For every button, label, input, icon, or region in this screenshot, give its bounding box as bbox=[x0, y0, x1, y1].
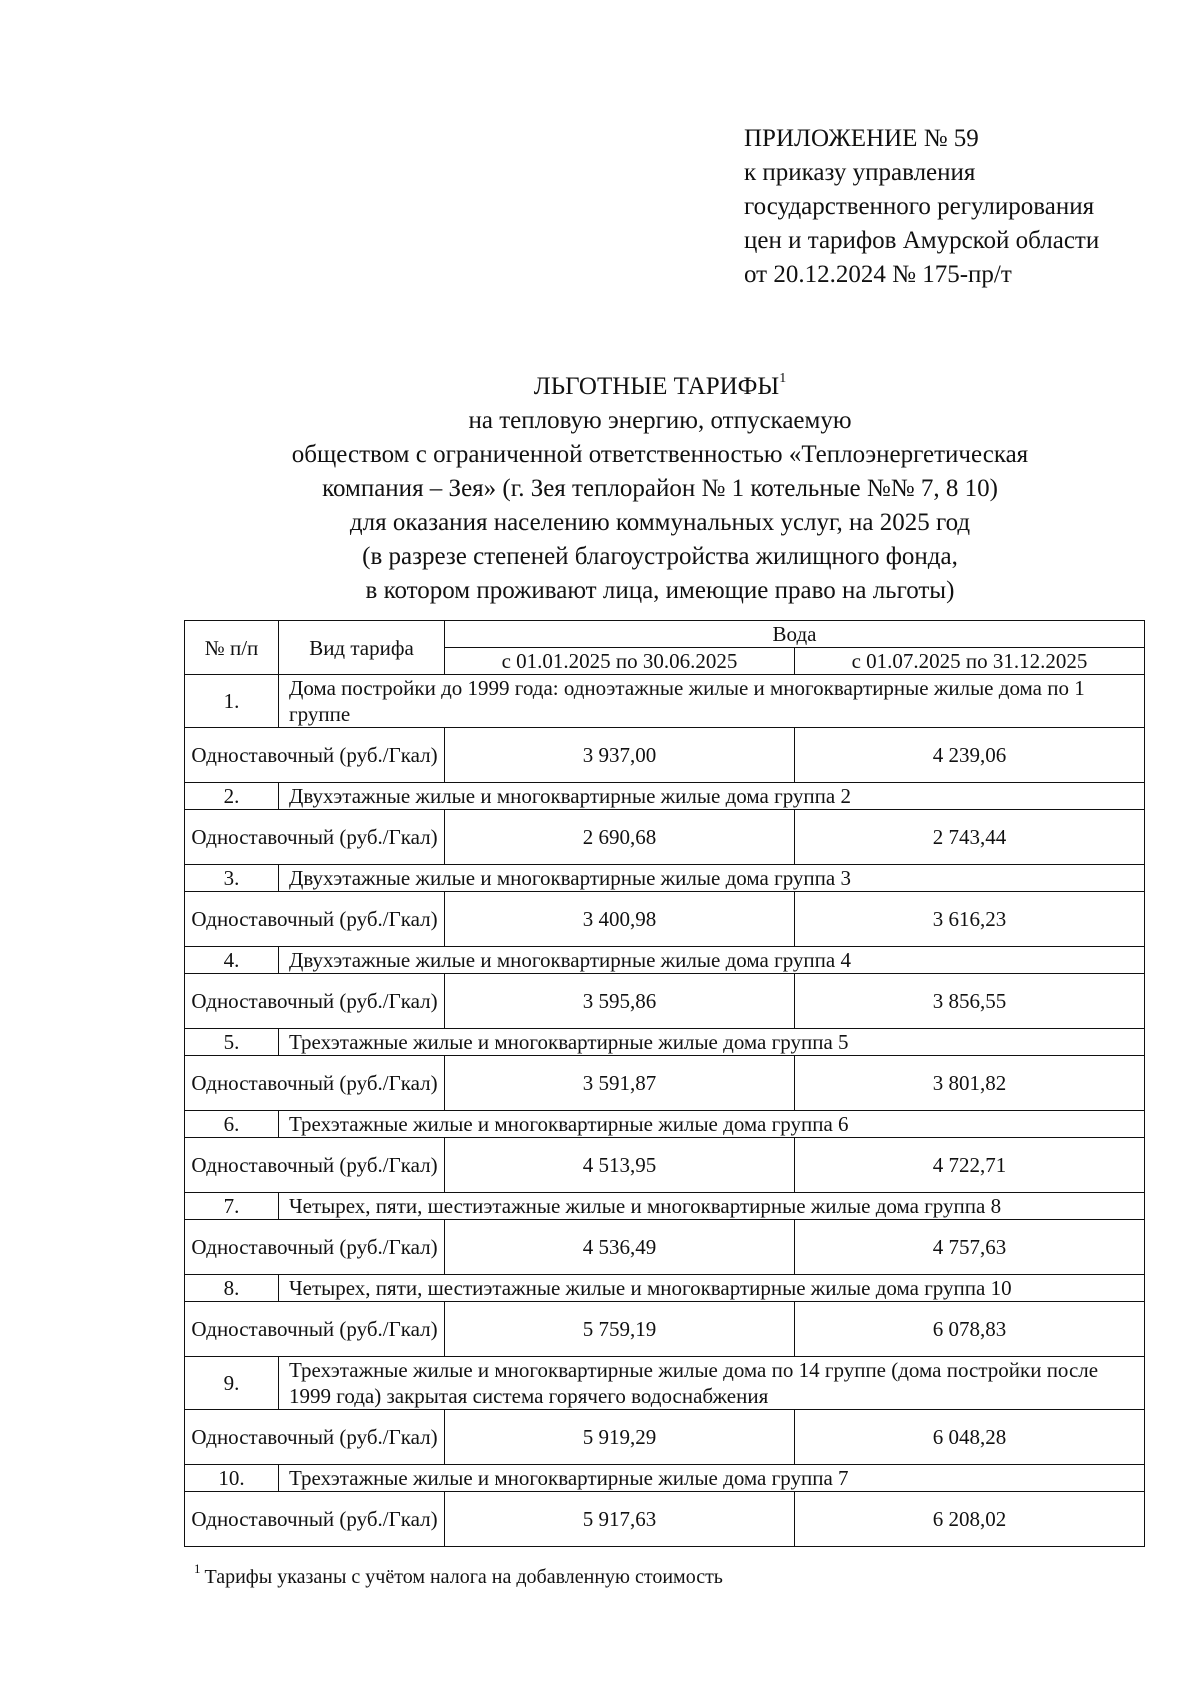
heading-line: компания – Зея» (г. Зея теплорайон № 1 котельные №№ 7, 8 10) bbox=[322, 475, 998, 502]
header-period-2: с 01.07.2025 по 31.12.2025 bbox=[795, 648, 1145, 675]
value-row bbox=[185, 892, 1145, 947]
appendix-line: от 20.12.2024 № 175-пр/т bbox=[744, 261, 1012, 288]
tariff-type: Одноставочный (руб./Гкал) bbox=[185, 974, 445, 1029]
tariff-type: Одноставочный (руб./Гкал) bbox=[185, 1302, 445, 1357]
value-row bbox=[185, 1492, 1145, 1547]
tariff-value-period-2: 6 078,83 bbox=[795, 1302, 1145, 1357]
tariff-value-period-2: 3 616,23 bbox=[795, 892, 1145, 947]
group-description: Трехэтажные жилые и многоквартирные жилые дома группа 7 bbox=[279, 1465, 1145, 1492]
tariff-table bbox=[184, 620, 1145, 1547]
tariff-value-period-1: 3 400,98 bbox=[445, 892, 795, 947]
group-row bbox=[185, 675, 1145, 728]
footnote bbox=[194, 1561, 723, 1590]
document-title bbox=[180, 370, 1140, 404]
group-description: Трехэтажные жилые и многоквартирные жилые дома по 14 группе (дома постройки после 1999 года) закрытая система горячего водоснабжения bbox=[279, 1357, 1145, 1410]
header-period-1: с 01.01.2025 по 30.06.2025 bbox=[445, 648, 795, 675]
tariff-value-period-1: 4 536,49 bbox=[445, 1220, 795, 1275]
value-row bbox=[185, 728, 1145, 783]
tariff-type: Одноставочный (руб./Гкал) bbox=[185, 1138, 445, 1193]
tariff-value-period-1: 5 919,29 bbox=[445, 1410, 795, 1465]
tariff-value-period-2: 6 208,02 bbox=[795, 1492, 1145, 1547]
tariff-type: Одноставочный (руб./Гкал) bbox=[185, 1410, 445, 1465]
tariff-value-period-1: 5 759,19 bbox=[445, 1302, 795, 1357]
header-tariff-type: Вид тарифа bbox=[279, 621, 445, 675]
tariff-value-period-1: 4 513,95 bbox=[445, 1138, 795, 1193]
group-description: Трехэтажные жилые и многоквартирные жилые дома группа 5 bbox=[279, 1029, 1145, 1056]
tariff-value-period-2: 6 048,28 bbox=[795, 1410, 1145, 1465]
value-row bbox=[185, 1056, 1145, 1111]
tariff-value-period-2: 3 856,55 bbox=[795, 974, 1145, 1029]
group-description: Двухэтажные жилые и многоквартирные жилые дома группа 4 bbox=[279, 947, 1145, 974]
tariff-type: Одноставочный (руб./Гкал) bbox=[185, 1492, 445, 1547]
group-description: Четырех, пяти, шестиэтажные жилые и многоквартирные жилые дома группа 10 bbox=[279, 1275, 1145, 1302]
value-row bbox=[185, 1138, 1145, 1193]
tariff-value-period-2: 4 757,63 bbox=[795, 1220, 1145, 1275]
title-footnote-mark: 1 bbox=[779, 371, 787, 386]
tariff-table-body bbox=[185, 675, 1145, 1547]
heading-line: для оказания населению коммунальных услуг, на 2025 год bbox=[349, 509, 971, 536]
tariff-value-period-1: 3 937,00 bbox=[445, 728, 795, 783]
group-description: Трехэтажные жилые и многоквартирные жилые дома группа 6 bbox=[279, 1111, 1145, 1138]
appendix-line: цен и тарифов Амурской области bbox=[744, 227, 1100, 254]
tariff-value-period-2: 3 801,82 bbox=[795, 1056, 1145, 1111]
appendix-block bbox=[744, 122, 1099, 292]
tariff-value-period-2: 4 239,06 bbox=[795, 728, 1145, 783]
group-description: Дома постройки до 1999 года: одноэтажные жилые и многоквартирные жилые дома по 1 группе bbox=[279, 675, 1145, 728]
group-number: 5. bbox=[185, 1029, 279, 1056]
header-water: Вода bbox=[445, 621, 1145, 648]
group-row bbox=[185, 947, 1145, 974]
value-row bbox=[185, 1220, 1145, 1275]
title-text: ЛЬГОТНЫЕ ТАРИФЫ bbox=[533, 373, 780, 400]
tariff-value-period-1: 2 690,68 bbox=[445, 810, 795, 865]
group-number: 7. bbox=[185, 1193, 279, 1220]
tariff-value-period-1: 3 595,86 bbox=[445, 974, 795, 1029]
group-number: 2. bbox=[185, 783, 279, 810]
group-row bbox=[185, 1357, 1145, 1410]
group-row bbox=[185, 1029, 1145, 1056]
group-number: 10. bbox=[185, 1465, 279, 1492]
group-number: 3. bbox=[185, 865, 279, 892]
group-description: Четырех, пяти, шестиэтажные жилые и многоквартирные жилые дома группа 8 bbox=[279, 1193, 1145, 1220]
heading-line: обществом с ограниченной ответственностью «Теплоэнергетическая bbox=[291, 441, 1029, 468]
appendix-line: к приказу управления bbox=[744, 159, 976, 186]
group-row bbox=[185, 865, 1145, 892]
appendix-line: государственного регулирования bbox=[744, 193, 1095, 220]
group-number: 6. bbox=[185, 1111, 279, 1138]
heading-line: (в разрезе степеней благоустройства жилищного фонда, bbox=[362, 543, 958, 570]
group-number: 1. bbox=[185, 675, 279, 728]
tariff-type: Одноставочный (руб./Гкал) bbox=[185, 728, 445, 783]
group-description: Двухэтажные жилые и многоквартирные жилые дома группа 3 bbox=[279, 865, 1145, 892]
tariff-type: Одноставочный (руб./Гкал) bbox=[185, 892, 445, 947]
tariff-type: Одноставочный (руб./Гкал) bbox=[185, 810, 445, 865]
group-row bbox=[185, 1111, 1145, 1138]
group-number: 4. bbox=[185, 947, 279, 974]
group-number: 8. bbox=[185, 1275, 279, 1302]
tariff-value-period-1: 3 591,87 bbox=[445, 1056, 795, 1111]
tariff-type: Одноставочный (руб./Гкал) bbox=[185, 1220, 445, 1275]
group-number: 9. bbox=[185, 1357, 279, 1410]
header-num: № п/п bbox=[185, 621, 279, 675]
footnote-text: Тарифы указаны с учётом налога на добавленную стоимость bbox=[204, 1566, 723, 1588]
tariff-value-period-2: 2 743,44 bbox=[795, 810, 1145, 865]
footnote-mark: 1 bbox=[194, 1561, 201, 1576]
tariff-value-period-2: 4 722,71 bbox=[795, 1138, 1145, 1193]
value-row bbox=[185, 1410, 1145, 1465]
group-row bbox=[185, 783, 1145, 810]
group-row bbox=[185, 1193, 1145, 1220]
group-description: Двухэтажные жилые и многоквартирные жилые дома группа 2 bbox=[279, 783, 1145, 810]
value-row bbox=[185, 1302, 1145, 1357]
document-heading bbox=[180, 370, 1140, 608]
tariff-value-period-1: 5 917,63 bbox=[445, 1492, 795, 1547]
tariff-type: Одноставочный (руб./Гкал) bbox=[185, 1056, 445, 1111]
group-row bbox=[185, 1465, 1145, 1492]
heading-line: в котором проживают лица, имеющие право на льготы) bbox=[365, 577, 955, 604]
appendix-line: ПРИЛОЖЕНИЕ № 59 bbox=[744, 125, 979, 152]
value-row bbox=[185, 974, 1145, 1029]
group-row bbox=[185, 1275, 1145, 1302]
heading-line: на тепловую энергию, отпускаемую bbox=[468, 407, 852, 434]
value-row bbox=[185, 810, 1145, 865]
